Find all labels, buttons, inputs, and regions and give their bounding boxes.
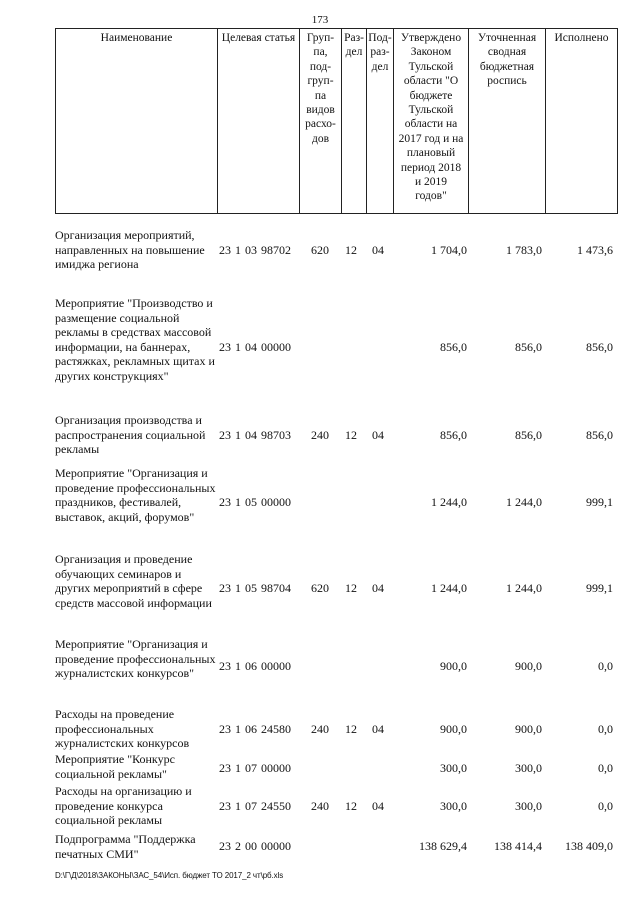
row-group: 620: [311, 581, 329, 596]
row-name: Подпрограмма "Поддержка печатных СМИ": [55, 832, 196, 861]
row-code: 23 1 06 00000: [219, 659, 291, 673]
row-code: 23 1 07 00000: [219, 761, 291, 775]
row-executed: 138 409,0: [565, 839, 613, 853]
row-code: 23 1 03 98702: [219, 242, 291, 257]
row-refined: 856,0: [515, 339, 542, 354]
row-executed: 0,0: [598, 761, 613, 775]
row-code: 23 1 04 98703: [219, 427, 291, 442]
row-approved: 856,0: [440, 427, 467, 442]
row-section: 12: [345, 427, 357, 442]
row-subsection: 04: [372, 427, 384, 442]
row-approved: 300,0: [440, 798, 467, 813]
row-refined: 900,0: [515, 721, 542, 736]
row-name: Организация и проведение обучающих семинаров и других мероприятий в сфере средств массовой информации: [55, 552, 212, 610]
row-approved: 300,0: [440, 761, 467, 775]
row-name: Мероприятие "Организация и проведение профессиональных журналистских конкурсов": [55, 637, 216, 681]
row-executed: 0,0: [598, 798, 613, 813]
row-executed: 0,0: [598, 721, 613, 736]
row-section: 12: [345, 581, 357, 596]
row-refined: 1 244,0: [506, 495, 542, 510]
row-code: 23 1 04 00000: [219, 339, 291, 354]
row-executed: 999,1: [586, 495, 613, 510]
row-name: Организация мероприятий, направленных на повышение имиджа региона: [55, 228, 205, 272]
row-code: 23 2 00 00000: [219, 839, 291, 853]
row-executed: 999,1: [586, 581, 613, 596]
file-path-footer: D:\Г\Д\2018\ЗАКОНЫ\ЗАС_54\Исп. бюджет ТО 2017_2 чт\рб.xls: [55, 871, 284, 880]
row-name: Мероприятие "Организация и проведение профессиональных праздников, фестивалей, выставок, акций, форумов": [55, 466, 216, 524]
row-name: Мероприятие "Производство и размещение социальной рекламы в средствах массовой информации, на баннерах, растяжках, рекламных щитах и других конструкциях": [55, 296, 215, 383]
row-group: 240: [311, 721, 329, 736]
row-name: Мероприятие "Конкурс социальной рекламы": [55, 752, 175, 781]
row-subsection: 04: [372, 242, 384, 257]
row-section: 12: [345, 798, 357, 813]
row-approved: 856,0: [440, 339, 467, 354]
row-name: Расходы на организацию и проведение конкурса социальной рекламы: [55, 784, 192, 828]
row-refined: 1 244,0: [506, 581, 542, 596]
row-group: 240: [311, 427, 329, 442]
row-code: 23 1 05 98704: [219, 581, 291, 596]
header-target-article: Целевая статья: [218, 29, 300, 214]
row-executed: 856,0: [586, 339, 613, 354]
row-subsection: 04: [372, 721, 384, 736]
header-subsection: Под- раз- дел: [367, 29, 394, 214]
row-subsection: 04: [372, 581, 384, 596]
row-group: 620: [311, 242, 329, 257]
row-refined: 1 783,0: [506, 242, 542, 257]
row-name: Организация производства и распространения социальной рекламы: [55, 413, 206, 457]
header-name: Наименование: [56, 29, 218, 214]
row-refined: 900,0: [515, 659, 542, 673]
row-refined: 138 414,4: [494, 839, 542, 853]
row-approved: 900,0: [440, 721, 467, 736]
row-refined: 856,0: [515, 427, 542, 442]
row-code: 23 1 07 24550: [219, 798, 291, 813]
page-number: 173: [311, 14, 329, 26]
row-approved: 1 244,0: [431, 581, 467, 596]
row-code: 23 1 06 24580: [219, 721, 291, 736]
header-section: Раз- дел: [342, 29, 367, 214]
row-name: Расходы на проведение профессиональных журналистских конкурсов: [55, 707, 190, 751]
header-group: Груп- па, под- груп- па видов расхо- дов: [300, 29, 342, 214]
row-approved: 1 704,0: [431, 242, 467, 257]
row-approved: 900,0: [440, 659, 467, 673]
row-executed: 856,0: [586, 427, 613, 442]
header-approved: Утверждено Законом Тульской области "О бюджете Тульской области на 2017 год и на плановый период 2018 и 2019 годов": [394, 29, 469, 214]
row-code: 23 1 05 00000: [219, 495, 291, 510]
row-refined: 300,0: [515, 798, 542, 813]
row-subsection: 04: [372, 798, 384, 813]
row-section: 12: [345, 721, 357, 736]
row-refined: 300,0: [515, 761, 542, 775]
header-refined: Уточненная сводная бюджетная роспись: [469, 29, 546, 214]
row-executed: 0,0: [598, 659, 613, 673]
row-approved: 1 244,0: [431, 495, 467, 510]
row-group: 240: [311, 798, 329, 813]
row-approved: 138 629,4: [419, 839, 467, 853]
row-executed: 1 473,6: [577, 242, 613, 257]
header-executed: Исполнено: [546, 29, 618, 214]
row-section: 12: [345, 242, 357, 257]
